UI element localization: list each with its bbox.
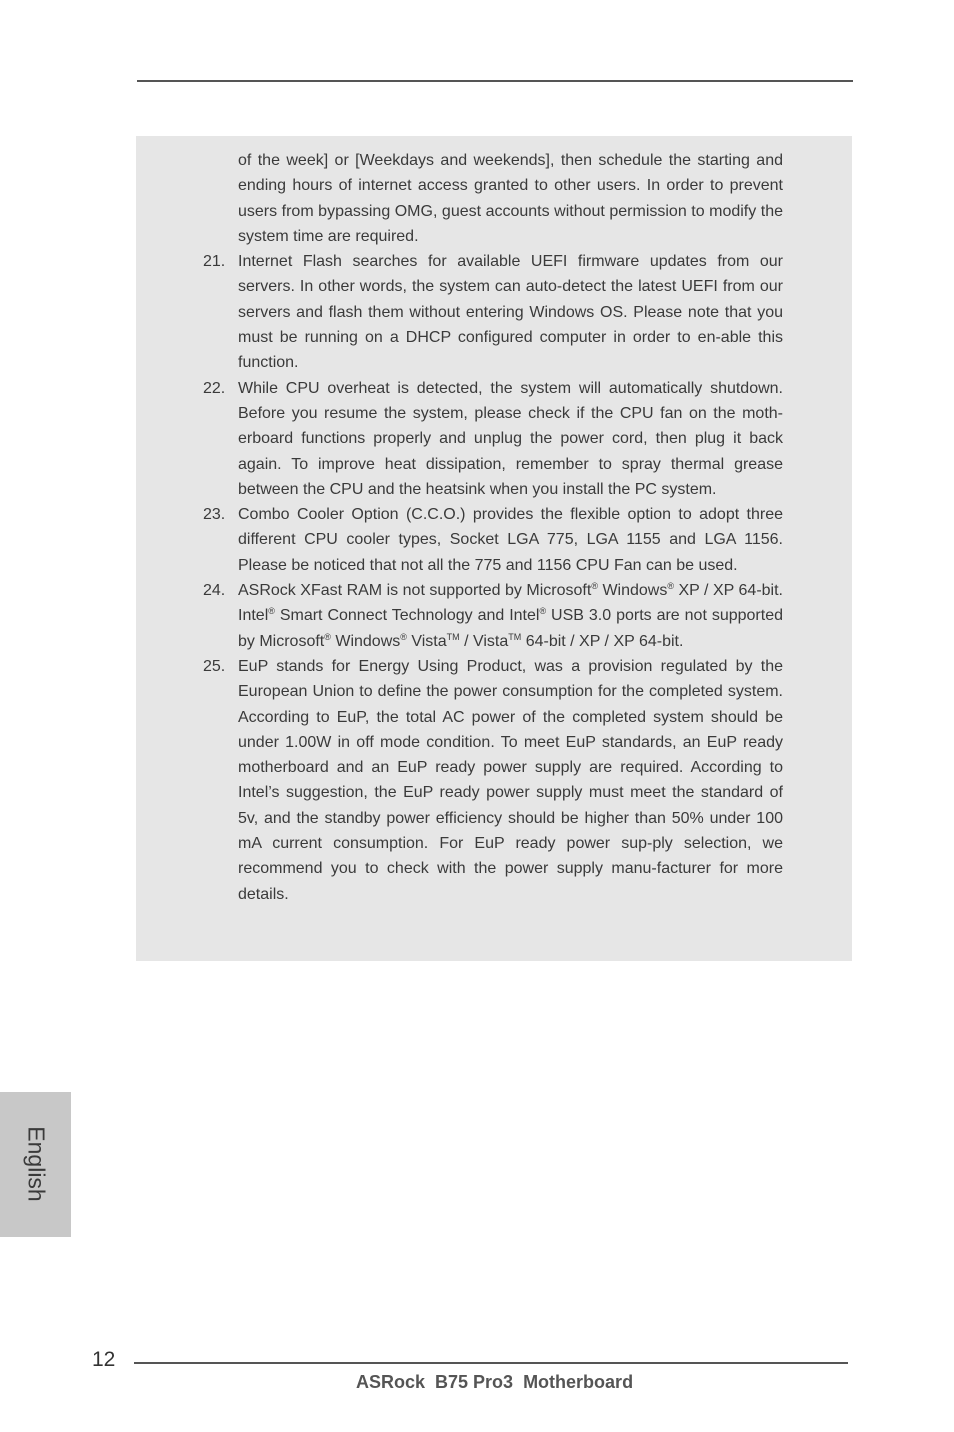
registered-mark: ®: [591, 581, 598, 592]
text-segment: Windows: [330, 632, 401, 650]
item-number: 25.: [203, 657, 226, 675]
item-number: 22.: [203, 379, 226, 397]
notes-box: [136, 136, 852, 961]
list-item-22: [203, 376, 783, 502]
text-segment: Windows: [597, 582, 668, 600]
text-segment: ASRock XFast RAM is not supported by Microsoft: [238, 582, 592, 600]
registered-mark: ®: [667, 581, 675, 592]
item-text: [238, 578, 783, 654]
footer-rule: [134, 1362, 848, 1364]
text-segment: Smart Connect Technology and Intel: [274, 607, 540, 625]
continuation-paragraph: [203, 148, 783, 249]
list-item-25: [203, 654, 783, 907]
registered-mark: ®: [268, 606, 275, 617]
item-text: Internet Flash searches for available UEFI firmware updates from our servers. In other words, the system can auto-detect the latest UEFI from our servers and flash them without entering Windows OS. Please note that you must be running on a DHCP configured computer in order to en-able this function.: [238, 253, 783, 372]
trademark-mark: TM: [508, 631, 522, 642]
text-segment: Vista: [406, 632, 447, 650]
page-number: 12: [92, 1348, 116, 1371]
language-tab: [0, 1092, 71, 1237]
registered-mark: ®: [539, 606, 547, 617]
footer-title: ASRock B75 Pro3 Motherboard: [356, 1372, 634, 1392]
item-number-blank: [203, 148, 238, 249]
text-segment: USB 3.0 ports are not supported by Microsoft: [238, 607, 783, 650]
item-number: 23.: [203, 506, 226, 524]
item-text: While CPU overheat is detected, the system will automatically shutdown. Before you resume the system, please check if the CPU fan on the moth-erboard functions properly and unplug the power cord, then plug it back again. To improve heat dissipation, remember to spray thermal grease between the CPU and the heatsink when you install the PC system.: [238, 379, 783, 498]
text-segment: XP / XP 64-bit. Intel: [238, 582, 783, 625]
text-segment: / Vista: [459, 632, 509, 650]
text-segment: 64-bit / XP / XP 64-bit.: [521, 632, 684, 650]
continuation-text: of the week] or [Weekdays and weekends], then schedule the starting and ending hours of internet access granted to other users. In order to prevent users from bypassing OMG, guest accounts without permission to modify the system time are required.: [238, 152, 783, 245]
registered-mark: ®: [400, 631, 407, 642]
item-text: Combo Cooler Option (C.C.O.) provides the flexible option to adopt three different CPU cooler types, Socket LGA 775, LGA 1155 and LGA 1156. Please be noticed that not all the 775 and 1156 CPU Fan can be used.: [238, 506, 783, 574]
header-rule: [137, 80, 853, 82]
list-item-23: [203, 502, 783, 578]
list-item-24: [203, 578, 783, 654]
item-number: 24.: [203, 582, 226, 600]
item-number: 21.: [203, 253, 226, 271]
list-item-21: [203, 249, 783, 375]
notes-list: [203, 148, 783, 907]
language-label: English: [23, 1126, 50, 1202]
item-text: EuP stands for Energy Using Product, was a provision regulated by the European Union to define the power consumption for the completed system. According to EuP, the total AC power of the completed system should be under 1.00W in off mode condition. To meet EuP standards, an EuP ready motherboard and an EuP ready power supply are required. According to Intel’s suggestion, the EuP ready power supply must meet the standard of 5v, and the standby power efficiency should be higher than 50% under 100 mA current consumption. For EuP ready power sup-ply selection, we recommend you to check with the power supply manu-facturer for more details.: [238, 657, 783, 903]
registered-mark: ®: [324, 631, 331, 642]
trademark-mark: TM: [446, 631, 460, 642]
